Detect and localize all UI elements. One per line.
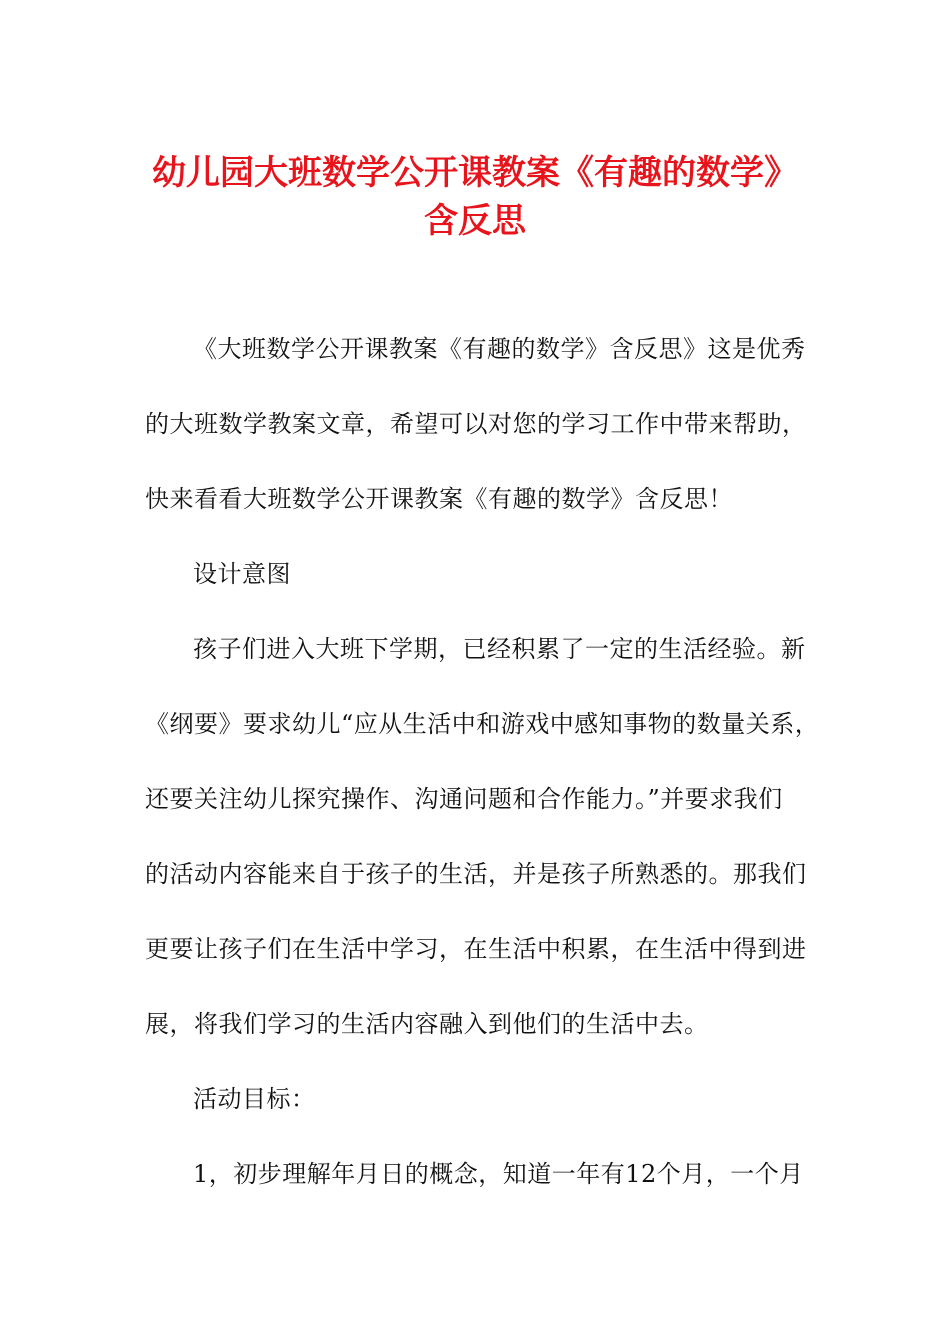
paragraph-line: 展，将我们学习的生活内容融入到他们的生活中去。 (145, 1010, 709, 1038)
paragraph-line: 更要让孩子们在生活中学习，在生活中积累，在生活中得到进 (145, 935, 807, 963)
paragraph-line: 孩子们进入大班下学期，已经积累了一定的生活经验。新 (193, 635, 806, 663)
paragraph-line: 的活动内容能来自于孩子的生活，并是孩子所熟悉的。那我们 (145, 860, 807, 888)
paragraph-line: 还要关注幼儿探究操作、沟通问题和合作能力。”并要求我们 (145, 785, 783, 813)
paragraph-line: 快来看看大班数学公开课教案《有趣的数学》含反思！ (145, 485, 733, 513)
paragraph-line: 的大班数学教案文章，希望可以对您的学习工作中带来帮助， (145, 410, 807, 438)
paragraph-line: 1，初步理解年月日的概念，知道一年有12个月，一个月 (193, 1160, 804, 1188)
section-heading: 活动目标： (193, 1085, 316, 1113)
section-heading: 设计意图 (193, 560, 291, 588)
paragraph-line: 《纲要》要求幼儿“应从生活中和游戏中感知事物的数量关系， (145, 710, 820, 738)
document-title-line-2: 含反思 (424, 201, 526, 241)
paragraph-line: 《大班数学公开课教案《有趣的数学》含反思》这是优秀 (193, 335, 806, 363)
document-title-line-1: 幼儿园大班数学公开课教案《有趣的数学》 (152, 153, 798, 193)
